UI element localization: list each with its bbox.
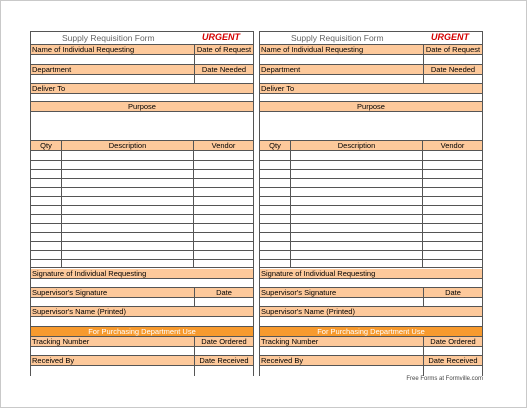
- purpose-row: [31, 102, 253, 112]
- name-row: [31, 45, 253, 55]
- items-header: [260, 141, 482, 151]
- supervisor-sig-field[interactable]: [31, 298, 253, 307]
- purpose-field[interactable]: [260, 112, 482, 141]
- department-row: [31, 65, 253, 75]
- purchasing-label: For Purchasing Department Use: [88, 327, 196, 336]
- form-title-row: [31, 32, 253, 45]
- requisition-form-left: [30, 31, 254, 376]
- supervisor-name-row: [260, 307, 482, 317]
- footer-credit: Free Forms at Formville.com: [406, 376, 483, 382]
- date-ordered-label: Date Ordered: [194, 337, 253, 347]
- department-row: [260, 65, 482, 75]
- urgent-label: URGENT: [202, 32, 240, 42]
- items-header: [31, 141, 253, 151]
- supervisor-sig-label: Supervisor's Signature: [261, 288, 337, 297]
- signature-row: [260, 269, 482, 279]
- department-label: Department: [261, 65, 301, 74]
- tracking-label: Tracking Number: [32, 337, 90, 346]
- deliver-to-field[interactable]: [260, 94, 482, 102]
- deliver-to-row: [31, 84, 253, 94]
- supervisor-sig-row: [31, 288, 253, 298]
- supervisor-name-label: Supervisor's Name (Printed): [261, 307, 355, 316]
- date-label: Date: [194, 288, 253, 298]
- purchasing-header: [31, 327, 253, 337]
- purpose-label: Purpose: [128, 102, 156, 111]
- supervisor-sig-field[interactable]: [260, 298, 482, 307]
- col-description: Description: [61, 141, 193, 151]
- purpose-field[interactable]: [31, 112, 253, 141]
- deliver-to-row: [260, 84, 482, 94]
- tracking-field[interactable]: [260, 347, 482, 356]
- tracking-field[interactable]: [31, 347, 253, 356]
- purpose-label: Purpose: [357, 102, 385, 111]
- tracking-row: [31, 337, 253, 347]
- date-received-label: Date Received: [194, 356, 253, 366]
- col-description: Description: [290, 141, 422, 151]
- deliver-to-label: Deliver To: [32, 84, 66, 93]
- date-request-label: Date of Request: [423, 45, 482, 55]
- supervisor-name-field[interactable]: [260, 317, 482, 327]
- date-label: Date: [423, 288, 482, 298]
- items-table[interactable]: [31, 151, 253, 268]
- name-field[interactable]: [260, 55, 482, 65]
- department-field[interactable]: [260, 75, 482, 84]
- name-field[interactable]: [31, 55, 253, 65]
- supervisor-name-field[interactable]: [31, 317, 253, 327]
- form-title: Supply Requisition Form: [291, 33, 384, 43]
- name-label: Name of Individual Requesting: [261, 45, 364, 54]
- received-by-label: Received By: [261, 356, 304, 365]
- requisition-form-right: [259, 31, 483, 376]
- date-needed-label: Date Needed: [423, 65, 482, 75]
- date-received-label: Date Received: [423, 356, 482, 366]
- items-table[interactable]: [260, 151, 482, 268]
- signature-field[interactable]: [31, 279, 253, 288]
- name-row: [260, 45, 482, 55]
- urgent-label: URGENT: [431, 32, 469, 42]
- signature-row: [31, 269, 253, 279]
- received-field[interactable]: [31, 366, 253, 376]
- form-title-row: [260, 32, 482, 45]
- col-qty: Qty: [40, 141, 52, 150]
- received-row: [31, 356, 253, 366]
- purchasing-label: For Purchasing Department Use: [317, 327, 425, 336]
- supervisor-sig-label: Supervisor's Signature: [32, 288, 108, 297]
- date-ordered-label: Date Ordered: [423, 337, 482, 347]
- date-request-label: Date of Request: [194, 45, 253, 55]
- received-field[interactable]: [260, 366, 482, 376]
- purpose-row: [260, 102, 482, 112]
- col-vendor: Vendor: [193, 141, 253, 151]
- col-vendor: Vendor: [422, 141, 482, 151]
- signature-label: Signature of Individual Requesting: [261, 269, 376, 278]
- form-title: Supply Requisition Form: [62, 33, 155, 43]
- deliver-to-label: Deliver To: [261, 84, 295, 93]
- date-needed-label: Date Needed: [194, 65, 253, 75]
- signature-field[interactable]: [260, 279, 482, 288]
- received-by-label: Received By: [32, 356, 75, 365]
- supervisor-name-row: [31, 307, 253, 317]
- supervisor-name-label: Supervisor's Name (Printed): [32, 307, 126, 316]
- tracking-label: Tracking Number: [261, 337, 319, 346]
- deliver-to-field[interactable]: [31, 94, 253, 102]
- tracking-row: [260, 337, 482, 347]
- department-field[interactable]: [31, 75, 253, 84]
- received-row: [260, 356, 482, 366]
- signature-label: Signature of Individual Requesting: [32, 269, 147, 278]
- purchasing-header: [260, 327, 482, 337]
- name-label: Name of Individual Requesting: [32, 45, 135, 54]
- supervisor-sig-row: [260, 288, 482, 298]
- col-qty: Qty: [269, 141, 281, 150]
- department-label: Department: [32, 65, 72, 74]
